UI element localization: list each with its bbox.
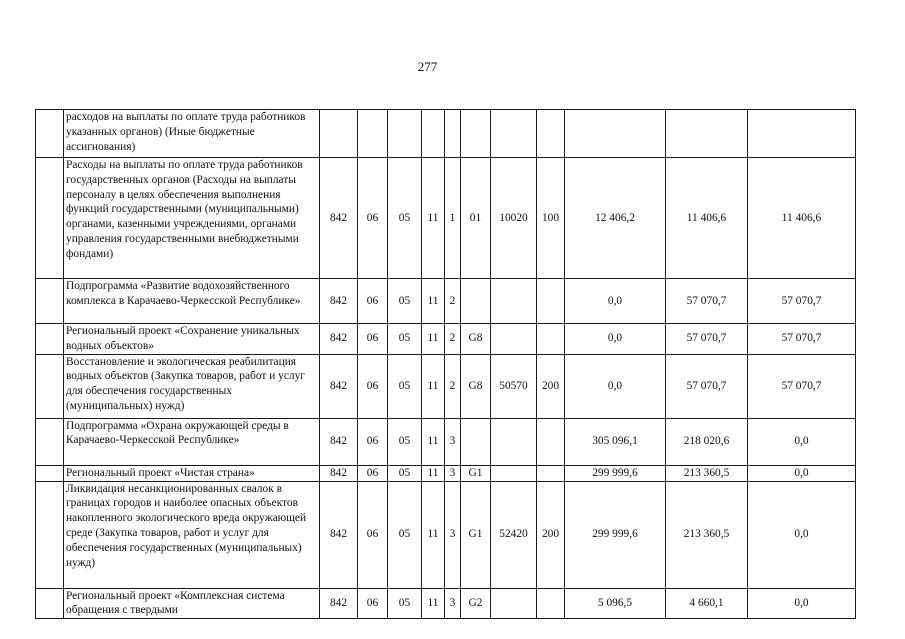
table-row <box>36 481 856 588</box>
amount-year-2: 213 360,5 <box>666 481 748 588</box>
code-project: G8 <box>461 324 491 355</box>
code-project: G1 <box>461 481 491 588</box>
code-direction: 50570 <box>491 354 537 418</box>
code-section: 06 <box>358 465 388 481</box>
amount-year-3: 11 406,6 <box>748 158 856 279</box>
amount-year-1: 0,0 <box>565 354 666 418</box>
code-ministry: 842 <box>320 324 358 355</box>
code-subsection: 05 <box>388 158 422 279</box>
row-marker-cell <box>36 158 64 279</box>
code-ministry: 842 <box>320 158 358 279</box>
amount-year-2: 218 020,6 <box>666 418 748 465</box>
code-section: 06 <box>358 279 388 324</box>
code-subprogram: 2 <box>445 354 461 418</box>
code-expense-type <box>537 279 565 324</box>
code-program: 11 <box>422 588 445 619</box>
code-subprogram: 3 <box>445 418 461 465</box>
row-name: Ликвидация несанкционированных свалок в границах городов и наиболее опасных объектов накопленного экологического вреда окружающей среде (Закупка товаров, работ и услуг для обеспечения государственных (муниципальных) нужд) <box>64 481 320 588</box>
row-name: Расходы на выплаты по оплате труда работников государственных органов (Расходы на выплаты персоналу в целях обеспечения выполнения функций государственными (муниципальными) органами, казенными учреждениями, органами управления государственными внебюджетными фондами) <box>64 158 320 279</box>
code-project: G8 <box>461 354 491 418</box>
code-subsection: 05 <box>388 465 422 481</box>
row-marker-cell <box>36 465 64 481</box>
row-name: Восстановление и экологическая реабилитация водных объектов (Закупка товаров, работ и услуг для обеспечения государственных (муниципальных) нужд) <box>64 354 320 418</box>
code-expense-type <box>537 418 565 465</box>
code-subprogram: 2 <box>445 279 461 324</box>
code-program <box>422 110 445 158</box>
code-project <box>461 279 491 324</box>
code-ministry: 842 <box>320 418 358 465</box>
code-subprogram <box>445 110 461 158</box>
code-subsection: 05 <box>388 324 422 355</box>
row-name: Подпрограмма «Охрана окружающей среды в Карачаево-Черкесской Республике» <box>64 418 320 465</box>
code-ministry: 842 <box>320 465 358 481</box>
code-subprogram: 3 <box>445 465 461 481</box>
amount-year-2: 11 406,6 <box>666 158 748 279</box>
amount-year-2: 57 070,7 <box>666 279 748 324</box>
row-marker-cell <box>36 418 64 465</box>
row-name: Региональный проект «Комплексная система обращения с твердыми <box>64 588 320 619</box>
code-expense-type: 100 <box>537 158 565 279</box>
code-subsection: 05 <box>388 418 422 465</box>
code-direction <box>491 588 537 619</box>
amount-year-1: 0,0 <box>565 279 666 324</box>
amount-year-3: 57 070,7 <box>748 324 856 355</box>
table-row <box>36 158 856 279</box>
row-name: Региональный проект «Чистая страна» <box>64 465 320 481</box>
code-subsection <box>388 110 422 158</box>
code-section: 06 <box>358 354 388 418</box>
row-marker-cell <box>36 279 64 324</box>
code-ministry: 842 <box>320 481 358 588</box>
code-section: 06 <box>358 588 388 619</box>
table-row <box>36 418 856 465</box>
amount-year-3: 0,0 <box>748 465 856 481</box>
amount-year-3: 0,0 <box>748 588 856 619</box>
code-expense-type: 200 <box>537 354 565 418</box>
code-direction <box>491 110 537 158</box>
code-subsection: 05 <box>388 354 422 418</box>
code-program: 11 <box>422 481 445 588</box>
amount-year-2: 57 070,7 <box>666 354 748 418</box>
code-section: 06 <box>358 158 388 279</box>
amount-year-2 <box>666 110 748 158</box>
code-direction: 52420 <box>491 481 537 588</box>
code-project: G1 <box>461 465 491 481</box>
amount-year-3 <box>748 110 856 158</box>
code-project: 01 <box>461 158 491 279</box>
row-marker-cell <box>36 354 64 418</box>
code-direction <box>491 465 537 481</box>
amount-year-1: 299 999,6 <box>565 481 666 588</box>
amount-year-2: 57 070,7 <box>666 324 748 355</box>
code-expense-type <box>537 588 565 619</box>
code-program: 11 <box>422 158 445 279</box>
code-subprogram: 3 <box>445 588 461 619</box>
code-program: 11 <box>422 279 445 324</box>
amount-year-2: 213 360,5 <box>666 465 748 481</box>
code-ministry: 842 <box>320 588 358 619</box>
code-project: G2 <box>461 588 491 619</box>
code-direction <box>491 418 537 465</box>
amount-year-3: 0,0 <box>748 418 856 465</box>
row-name: Подпрограмма «Развитие водохозяйственного комплекса в Карачаево-Черкесской Республике» <box>64 279 320 324</box>
code-subprogram: 2 <box>445 324 461 355</box>
code-ministry: 842 <box>320 354 358 418</box>
code-expense-type: 200 <box>537 481 565 588</box>
amount-year-1: 0,0 <box>565 324 666 355</box>
code-section <box>358 110 388 158</box>
table-row <box>36 588 856 619</box>
code-expense-type <box>537 324 565 355</box>
amount-year-1: 305 096,1 <box>565 418 666 465</box>
table-row <box>36 354 856 418</box>
page-number: 277 <box>417 59 438 74</box>
code-program: 11 <box>422 465 445 481</box>
code-project <box>461 110 491 158</box>
code-subprogram: 3 <box>445 481 461 588</box>
amount-year-1: 12 406,2 <box>565 158 666 279</box>
row-marker-cell <box>36 588 64 619</box>
code-ministry <box>320 110 358 158</box>
code-program: 11 <box>422 324 445 355</box>
code-section: 06 <box>358 418 388 465</box>
table-row <box>36 279 856 324</box>
code-ministry: 842 <box>320 279 358 324</box>
code-expense-type <box>537 465 565 481</box>
code-project <box>461 418 491 465</box>
row-name: расходов на выплаты по оплате труда работников указанных органов) (Иные бюджетные ассигнования) <box>64 110 320 158</box>
amount-year-2: 4 660,1 <box>666 588 748 619</box>
code-section: 06 <box>358 324 388 355</box>
amount-year-3: 57 070,7 <box>748 354 856 418</box>
code-direction <box>491 324 537 355</box>
table-row <box>36 465 856 481</box>
code-subsection: 05 <box>388 481 422 588</box>
code-subsection: 05 <box>388 279 422 324</box>
code-program: 11 <box>422 418 445 465</box>
code-section: 06 <box>358 481 388 588</box>
table-row <box>36 324 856 355</box>
amount-year-1: 299 999,6 <box>565 465 666 481</box>
table-row <box>36 110 856 158</box>
amount-year-3: 0,0 <box>748 481 856 588</box>
amount-year-1: 5 096,5 <box>565 588 666 619</box>
code-direction: 10020 <box>491 158 537 279</box>
code-subsection: 05 <box>388 588 422 619</box>
amount-year-3: 57 070,7 <box>748 279 856 324</box>
row-name: Региональный проект «Сохранение уникальных водных объектов» <box>64 324 320 355</box>
code-expense-type <box>537 110 565 158</box>
amount-year-1 <box>565 110 666 158</box>
code-subprogram: 1 <box>445 158 461 279</box>
budget-table <box>35 109 856 619</box>
code-direction <box>491 279 537 324</box>
row-marker-cell <box>36 324 64 355</box>
code-program: 11 <box>422 354 445 418</box>
row-marker-cell <box>36 481 64 588</box>
row-marker-cell <box>36 110 64 158</box>
